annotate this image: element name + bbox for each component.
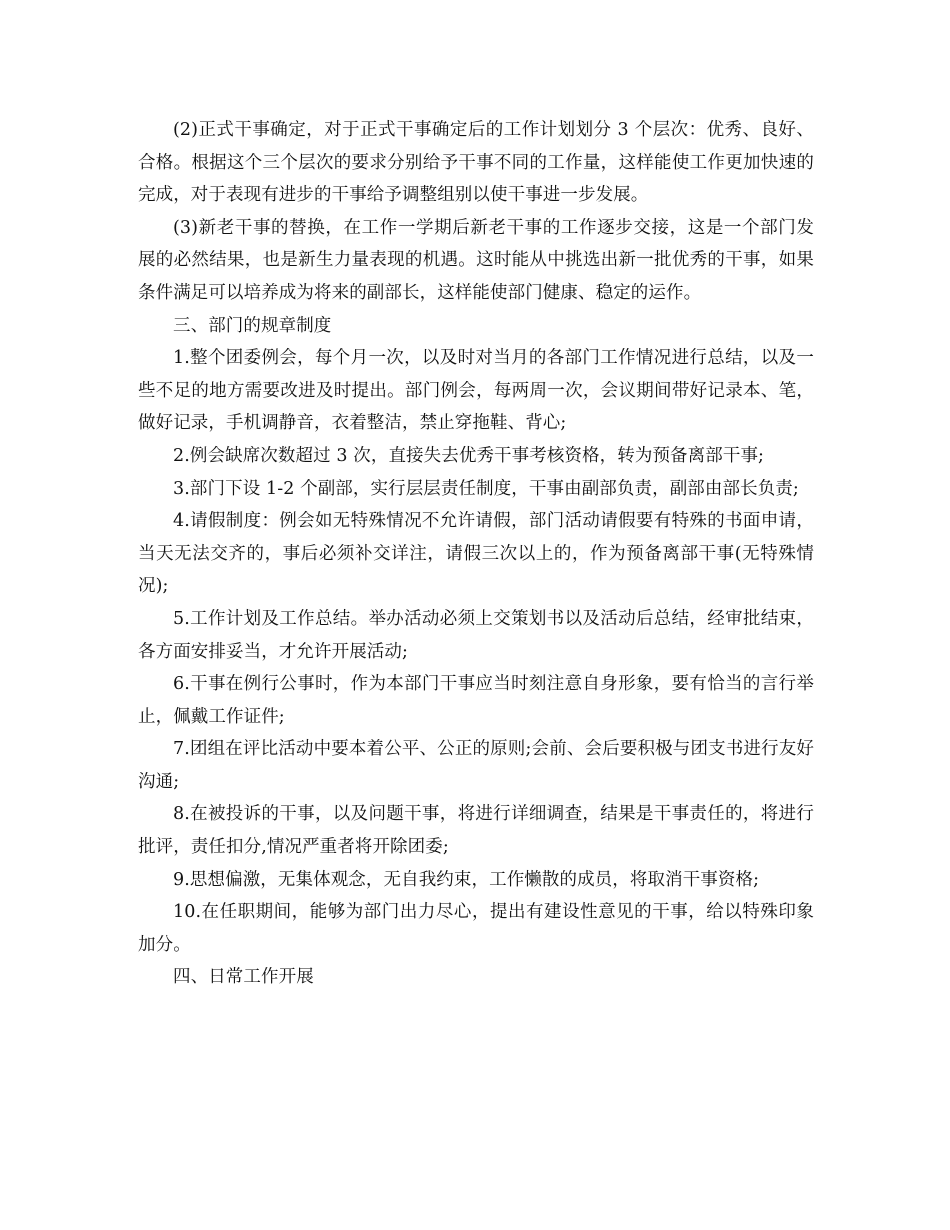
document-body [138, 114, 814, 994]
section-heading-daily-work: 四、日常工作开展 [173, 967, 314, 988]
rule-item-5: 5.工作计划及工作总结。举办活动必须上交策划书以及活动后总结，经审批结束，各方面安排妥当，才允许开展活动; [138, 608, 814, 662]
rule-item-10: 10.在任职期间，能够为部门出力尽心，提出有建设性意见的干事，给以特殊印象加分。 [138, 902, 814, 955]
rule-item-2: 2.例会缺席次数超过 3 次，直接失去优秀干事考核资格，转为预备离部干事; [173, 445, 765, 466]
rule-item-6: 6.干事在例行公事时，作为本部门干事应当时刻注意自身形象，要有恰当的言行举止，佩戴工作证件; [138, 674, 814, 727]
rule-item-4: 4.请假制度：例会如无特殊情况不允许请假，部门活动请假要有特殊的书面申请，当天无法交齐的，事后必须补交详注，请假三次以上的，作为预备离部干事(无特殊情况); [138, 511, 814, 597]
rule-item-7: 7.团组在评比活动中要本着公平、公正的原则;会前、会后要积极与团支书进行友好沟通; [138, 739, 814, 792]
paragraph-staff-replacement: (3)新老干事的替换，在工作一学期后新老干事的工作逐步交接，这是一个部门发展的必然结果，也是新生力量表现的机遇。这时能从中挑选出新一批优秀的干事，如果条件满足可以培养成为将来的副部长，这样能使部门健康、稳定的运作。 [138, 217, 814, 303]
rule-item-9: 9.思想偏激，无集体观念，无自我约束，工作懒散的成员，将取消干事资格; [173, 869, 760, 890]
rule-item-1: 1.整个团委例会，每个月一次，以及时对当月的各部门工作情况进行总结，以及一些不足的地方需要改进及时提出。部门例会，每两周一次，会议期间带好记录本、笔，做好记录，手机调静音，衣着整洁，禁止穿拖鞋、背心; [138, 348, 814, 434]
paragraph-trainee-confirmation: (2)正式干事确定，对于正式干事确定后的工作计划划分 3 个层次：优秀、良好、合格。根据这个三个层次的要求分别给予干事不同的工作量，这样能使工作更加快速的完成，对于表现有进步的干事给予调整组别以使干事进一步发展。 [138, 120, 814, 206]
rule-item-3: 3.部门下设 1-2 个副部，实行层层责任制度，干事由副部负责，副部由部长负责; [173, 478, 799, 499]
rule-item-8: 8.在被投诉的干事，以及问题干事，将进行详细调查，结果是干事责任的，将进行批评，责任扣分,情况严重者将开除团委; [138, 804, 814, 858]
section-heading-rules: 三、部门的规章制度 [173, 315, 332, 336]
